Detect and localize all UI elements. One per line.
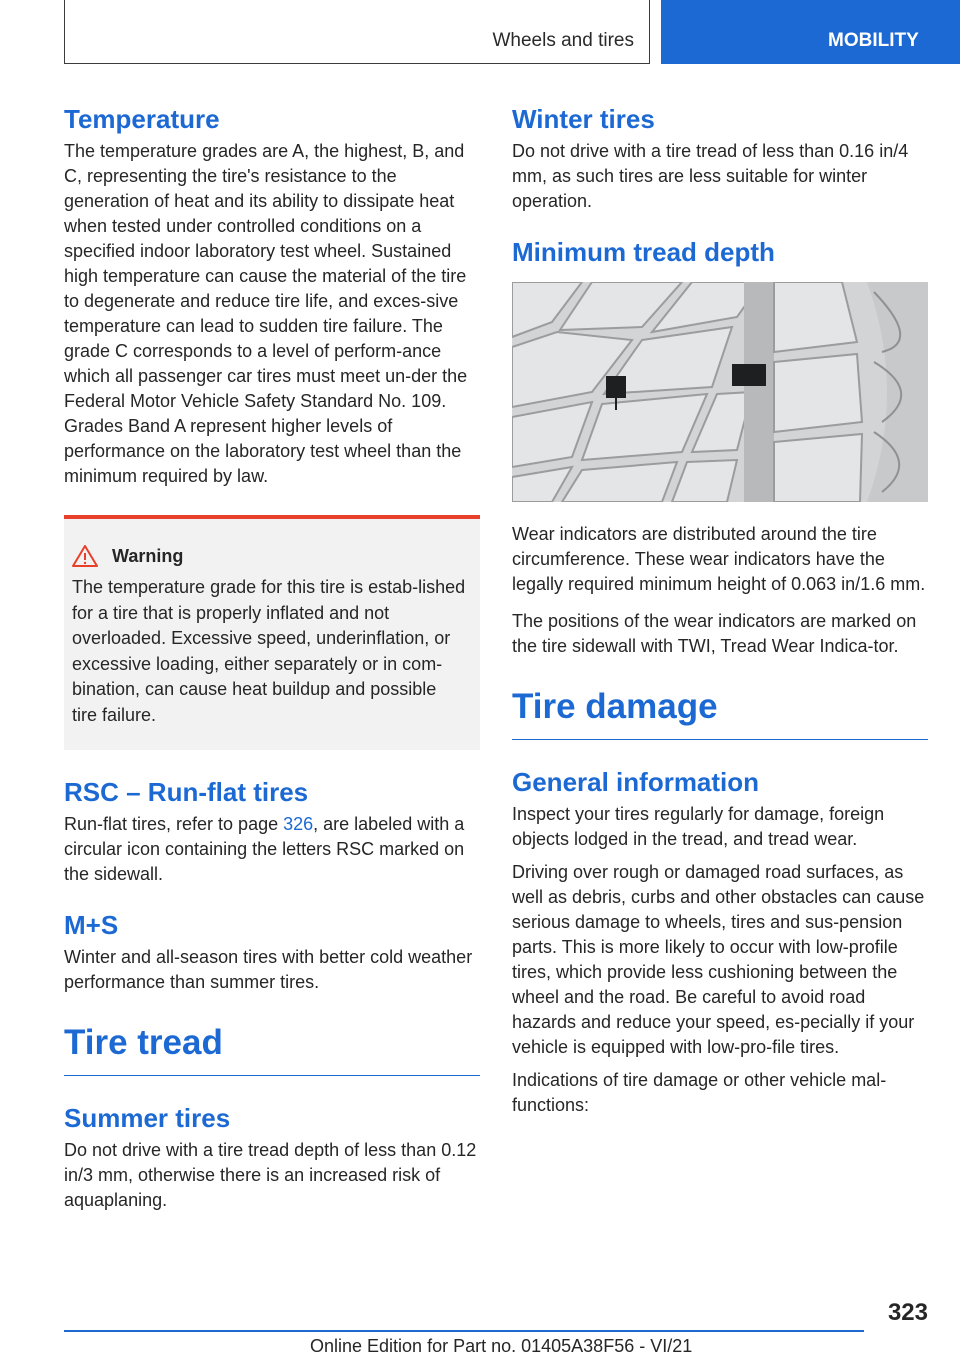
heading-temperature: Temperature [64, 104, 220, 134]
heading-min-tread: Minimum tread depth [512, 237, 775, 267]
left-column [64, 103, 480, 1213]
min-tread-text-2: The positions of the wear indicators are marked on the tire sidewall with TWI, Tread Wear Indica-tor. [512, 611, 917, 656]
warning-text: The temperature grade for this tire is estab-lished for a tire that is properly inflated and not overloaded. Excessive speed, underinflation, or excessive loading, either separately or in com-bination, can cause heat buildup and possible tire failure. [72, 577, 466, 725]
heading-tire-damage: Tire damage [512, 685, 928, 740]
rsc-text-start: Run‑flat tires, refer to page [64, 814, 284, 834]
warning-title: Warning [112, 545, 184, 566]
footer-rule [64, 1330, 864, 1332]
page-326-link[interactable]: 326 [283, 814, 314, 834]
heading-winter-tires: Winter tires [512, 104, 655, 134]
chapter-tab[interactable]: MOBILITY [661, 0, 960, 64]
heading-ms: M+S [64, 910, 119, 940]
winter-text: Do not drive with a tire tread of less than 0.16 in/4 mm, as such tires are less suitable for winter operation. [512, 141, 909, 211]
general-text-2: Driving over rough or damaged road surfaces, as well as debris, curbs and other obstacles can cause serious damage to wheels, tires and sus-pension parts. This is more likely to occur with low-profile tires, which provide less cushioning between the wheel and the road. Be careful to avoid road hazards and reduce your speed, es-pecially if your vehicle is equipped with low-pro-file tires. [512, 862, 925, 1057]
warning-header [72, 545, 466, 567]
edition-text: Online Edition for Part no. 01405A38F56 - VI/21 [310, 1336, 693, 1356]
heading-tire-tread: Tire tread [64, 1021, 480, 1076]
general-text-3: Indications of tire damage or other vehicle mal-functions: [512, 1070, 887, 1115]
rsc-text-end: , are labeled with a circular icon containing the letters RSC marked on the sidewall. [64, 814, 465, 884]
min-tread-text-1: Wear indicators are distributed around the tire circumference. These wear indicators have the legally required minimum height of 0.063 in/1.6 mm. [512, 524, 926, 594]
ms-text: Winter and all-season tires with better cold weather performance than summer tires. [64, 947, 473, 992]
tire-tread-illustration [512, 282, 928, 502]
general-text-1: Inspect your tires regularly for damage, foreign objects lodged in the tread, and tread wear. [512, 804, 885, 849]
heading-general-information: General information [512, 767, 760, 797]
summer-text: Do not drive with a tire tread depth of less than 0.12 in/3 mm, otherwise there is an increased risk of aquaplaning. [64, 1140, 477, 1210]
page-number: 323 [887, 1299, 928, 1326]
warning-box [64, 515, 480, 750]
heading-summer-tires: Summer tires [64, 1103, 231, 1133]
warning-triangle-icon [72, 545, 98, 567]
section-title: Wheels and tires [492, 30, 634, 51]
heading-rsc: RSC – Run‑flat tires [64, 777, 309, 807]
rsc-text [64, 812, 480, 887]
right-column [512, 103, 928, 1118]
temperature-text: The temperature grades are A, the highest, B, and C, representing the tire's resistance to the generation of heat and its ability to dissipate heat when tested under controlled conditions on a specified indoor laboratory test wheel. Sustained high temperature can cause the material of the tire to degenerate and reduce tire life, and exces-sive temperature can lead to sudden tire failure. The grade C corresponds to a level of perform-ance which all passenger car tires must meet un-der the Federal Motor Vehicle Safety Standard No. 109. Grades Band A represent higher levels of performance on the laboratory test wheel than the minimum required by law. [64, 141, 468, 486]
